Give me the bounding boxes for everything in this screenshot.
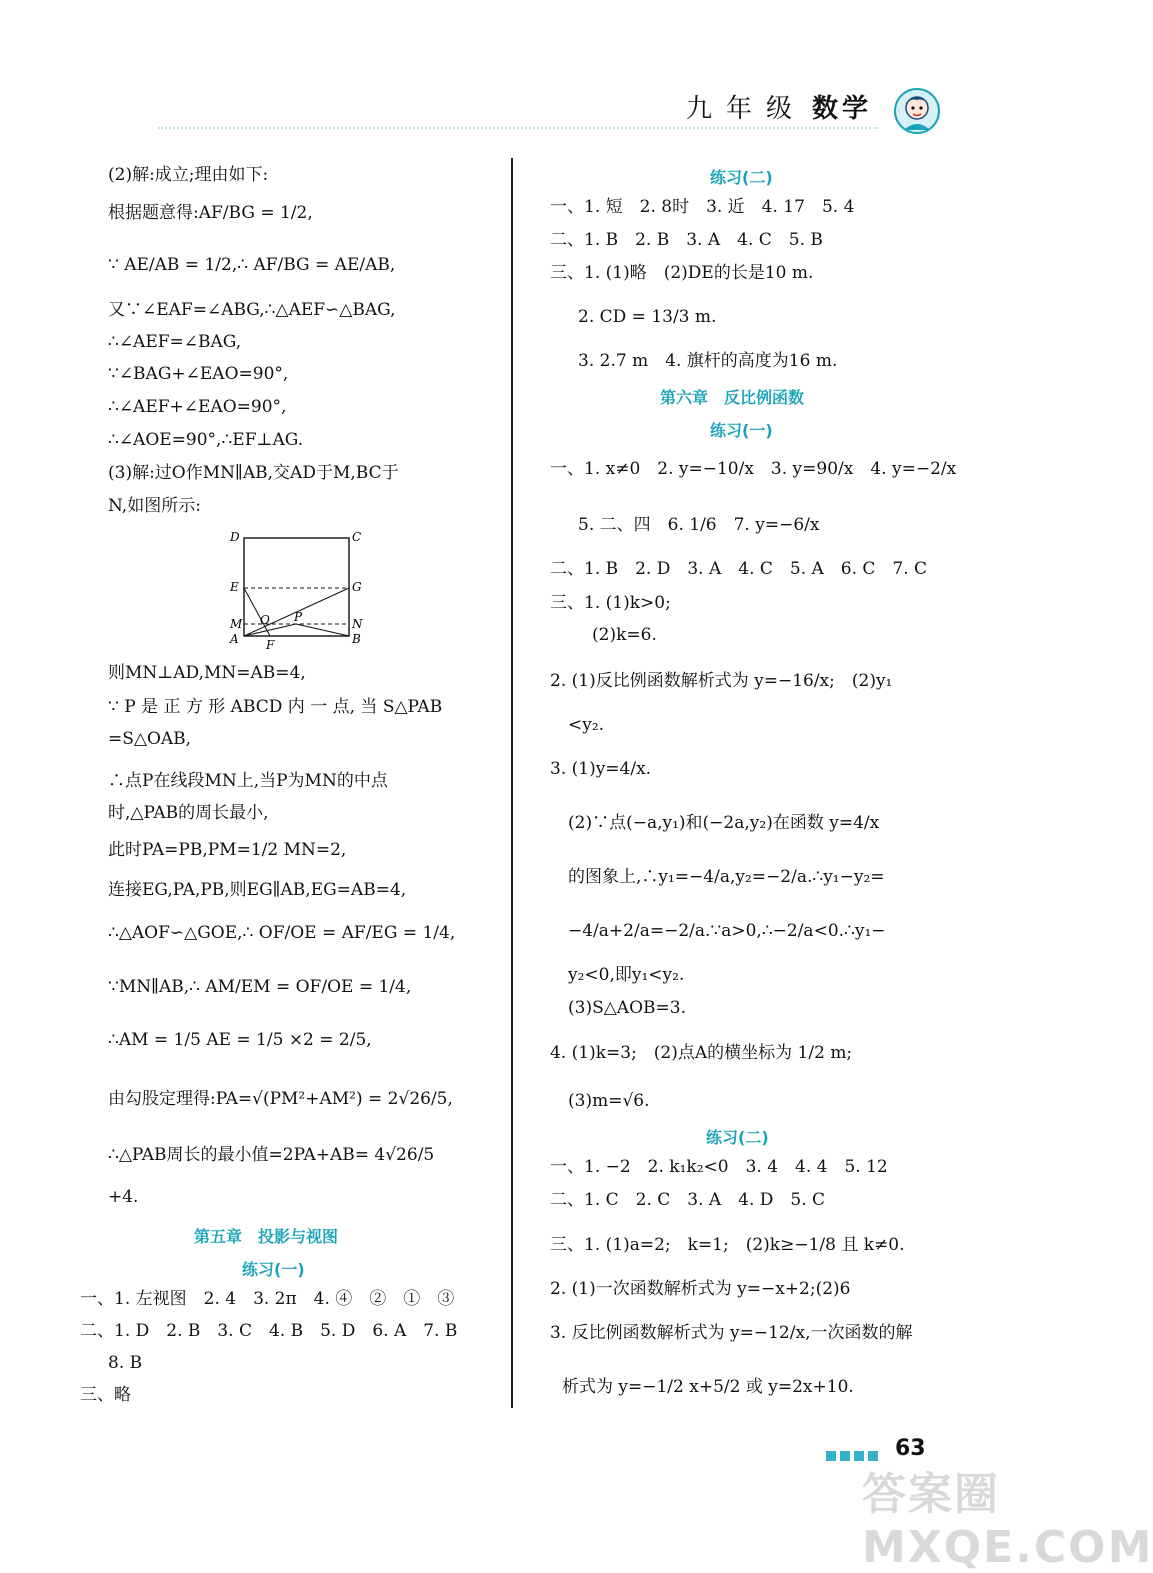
answer-line: (3)m=√6. [568, 1091, 650, 1111]
answer-line: (2)∵点(−a,y₁)和(−2a,y₂)在函数 y=4/x [568, 813, 880, 833]
left-line: 又∵∠EAF=∠ABG,∴△AEF∽△BAG, [108, 300, 396, 320]
left-line: =S△OAB, [108, 729, 192, 749]
segment-pb [296, 624, 349, 636]
answer-line: 3. 反比例函数解析式为 y=−12/x,一次函数的解 [550, 1323, 913, 1343]
left-line: +4. [108, 1187, 139, 1207]
watermark: 答案圈 MXQE.COM [862, 1469, 1153, 1573]
left-line: ∴∠AEF=∠BAG, [108, 332, 242, 352]
answer-line: −4/a+2/a=−2/a.∵a>0,∴−2/a<0.∴y₁− [568, 921, 886, 941]
page-number: 63 [895, 1436, 926, 1461]
left-line: ∴点P在线段MN上,当P为MN的中点 [108, 771, 388, 791]
answer-line: (3)S△AOB=3. [568, 998, 686, 1018]
header-grade: 九年级 [686, 94, 807, 124]
answer-line: 5. 二、四 6. 1/6 7. y=−6/x [578, 515, 820, 535]
answer-line: 2. (1)反比例函数解析式为 y=−16/x; (2)y₁ [550, 671, 893, 691]
figure-label: N [352, 617, 363, 631]
answer-line: 的图象上,∴y₁=−4/a,y₂=−2/a.∴y₁−y₂= [568, 867, 885, 887]
answer-line: 一、1. 左视图 2. 4 3. 2π 4. ④ ② ① ③ [80, 1289, 455, 1309]
left-line: 则MN⊥AD,MN=AB=4, [108, 663, 306, 683]
left-line: 三、略 [80, 1385, 131, 1405]
figure-label: B [352, 632, 361, 646]
figure-label: G [352, 580, 362, 594]
answer-line: 一、1. 短 2. 8时 3. 近 4. 17 5. 4 [550, 197, 855, 217]
left-line: ∵ AE/AB = 1/2,∴ AF/BG = AE/AB, [108, 255, 396, 275]
figure-label: E [230, 580, 239, 594]
geometry-figure [228, 528, 368, 652]
left-line: ∵ P 是 正 方 形 ABCD 内 一 点, 当 S△PAB [108, 697, 443, 717]
column-divider [511, 158, 513, 1408]
answer-line: 二、1. C 2. C 3. A 4. D 5. C [550, 1190, 826, 1210]
answer-line: 三、1. (1)k>0; [550, 593, 671, 613]
left-line: N,如图所示: [108, 496, 201, 516]
left-line: 时,△PAB的周长最小, [108, 803, 269, 823]
figure-label: C [352, 530, 362, 544]
answer-line: <y₂. [568, 715, 605, 735]
practice-heading: 练习(二) [710, 168, 773, 187]
answer-line: 二、1. D 2. B 3. C 4. B 5. D 6. A 7. B [80, 1321, 458, 1341]
left-line: ∴△PAB周长的最小值=2PA+AB= 4√26/5 [108, 1145, 435, 1165]
left-line: (2)解:成立;理由如下: [108, 165, 269, 185]
answer-line: 三、1. (1)a=2; k=1; (2)k≥−1/8 且 k≠0. [550, 1235, 905, 1255]
answer-line: 8. B [108, 1353, 143, 1373]
mascot-icon [892, 86, 942, 136]
left-line: 连接EG,PA,PB,则EG∥AB,EG=AB=4, [108, 880, 407, 900]
left-line: ∴∠AEF+∠EAO=90°, [108, 397, 287, 417]
left-line: ∵MN∥AB,∴ AM/EM = OF/OE = 1/4, [108, 977, 412, 997]
answer-line: 二、1. B 2. D 3. A 4. C 5. A 6. C 7. C [550, 559, 928, 579]
figure-label: A [230, 632, 239, 646]
figure-label: D [230, 530, 240, 544]
practice-heading: 练习(一) [242, 1260, 305, 1279]
left-line: (3)解:过O作MN∥AB,交AD于M,BC于 [108, 463, 399, 483]
left-line: 根据题意得:AF/BG = 1/2, [108, 203, 313, 223]
header-title [686, 88, 872, 125]
figure-label: P [294, 610, 303, 624]
header-dotted-rule [158, 127, 878, 129]
practice-heading: 练习(一) [710, 421, 773, 440]
left-line: 此时PA=PB,PM=1/2 MN=2, [108, 840, 347, 860]
practice-heading: 练习(二) [706, 1128, 769, 1147]
figure-label: F [266, 638, 275, 652]
left-line: ∴∠AOE=90°,∴EF⊥AG. [108, 430, 304, 450]
chapter-heading: 第六章 反比例函数 [660, 388, 805, 407]
segment-pa [244, 624, 296, 636]
answer-line: 一、1. −2 2. k₁k₂<0 3. 4 4. 4 5. 12 [550, 1157, 888, 1177]
answer-line: 4. (1)k=3; (2)点A的横坐标为 1/2 m; [550, 1043, 853, 1063]
answer-line: 三、1. (1)略 (2)DE的长是10 m. [550, 263, 814, 283]
answer-line: 3. 2.7 m 4. 旗杆的高度为16 m. [578, 351, 838, 371]
answer-line: (2)k=6. [592, 625, 657, 645]
answer-line: 析式为 y=−1/2 x+5/2 或 y=2x+10. [562, 1377, 854, 1397]
chapter-heading: 第五章 投影与视图 [194, 1227, 339, 1246]
left-line: ∴△AOF∽△GOE,∴ OF/OE = AF/EG = 1/4, [108, 923, 456, 943]
left-line: 由勾股定理得:PA=√(PM²+AM²) = 2√26/5, [108, 1089, 453, 1109]
answer-line: 3. (1)y=4/x. [550, 759, 652, 779]
left-line: ∵∠BAG+∠EAO=90°, [108, 364, 289, 384]
figure-label: O [260, 613, 270, 627]
segment-ef [244, 588, 270, 636]
answer-line: 一、1. x≠0 2. y=−10/x 3. y=90/x 4. y=−2/x [550, 459, 957, 479]
answer-line: 二、1. B 2. B 3. A 4. C 5. B [550, 230, 823, 250]
answer-line: 2. CD = 13/3 m. [578, 307, 717, 327]
figure-label: M [230, 617, 243, 631]
header-subject: 数学 [812, 94, 873, 124]
answer-line: y₂<0,即y₁<y₂. [568, 965, 685, 985]
left-line: ∴AM = 1/5 AE = 1/5 ×2 = 2/5, [108, 1030, 372, 1050]
answer-line: 2. (1)一次函数解析式为 y=−x+2;(2)6 [550, 1279, 851, 1299]
